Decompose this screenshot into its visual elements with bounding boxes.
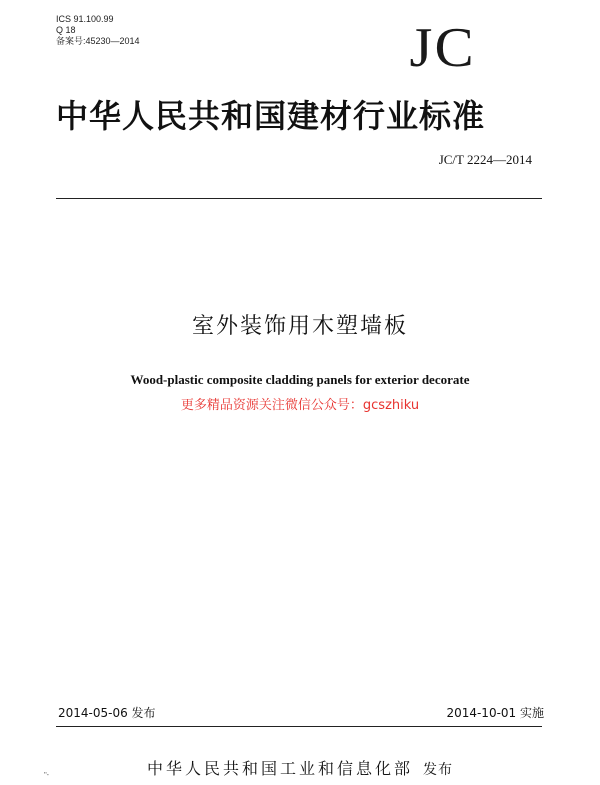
- ics-code: ICS 91.100.99: [56, 14, 114, 24]
- effective-date: 2014-10-01 实施: [446, 706, 544, 720]
- watermark-text: 更多精品资源关注微信公众号：gcszhiku: [180, 398, 420, 413]
- header-divider: [56, 198, 542, 199]
- issuing-standard-title: 中华人民共和国建材行业标准: [56, 97, 486, 135]
- issue-date: 2014-05-06 发布: [58, 706, 156, 720]
- jc-logo: JC: [409, 17, 476, 79]
- publisher-line: [0, 756, 600, 779]
- publisher-name: 中华人民共和国工业和信息化部: [146, 759, 413, 778]
- document-title-chinese: 室外装饰用木塑墙板: [191, 314, 408, 339]
- page-mark: ''-: [44, 772, 50, 779]
- filing-number: 备案号:45230—2014: [56, 36, 140, 46]
- ccs-code: Q 18: [56, 25, 76, 35]
- footer-divider: [56, 726, 542, 727]
- document-title-english: Wood-plastic composite cladding panels for exterior decorate: [130, 372, 470, 387]
- standard-number: JC/T 2224—2014: [438, 152, 532, 167]
- publisher-verb: 发布: [423, 762, 453, 778]
